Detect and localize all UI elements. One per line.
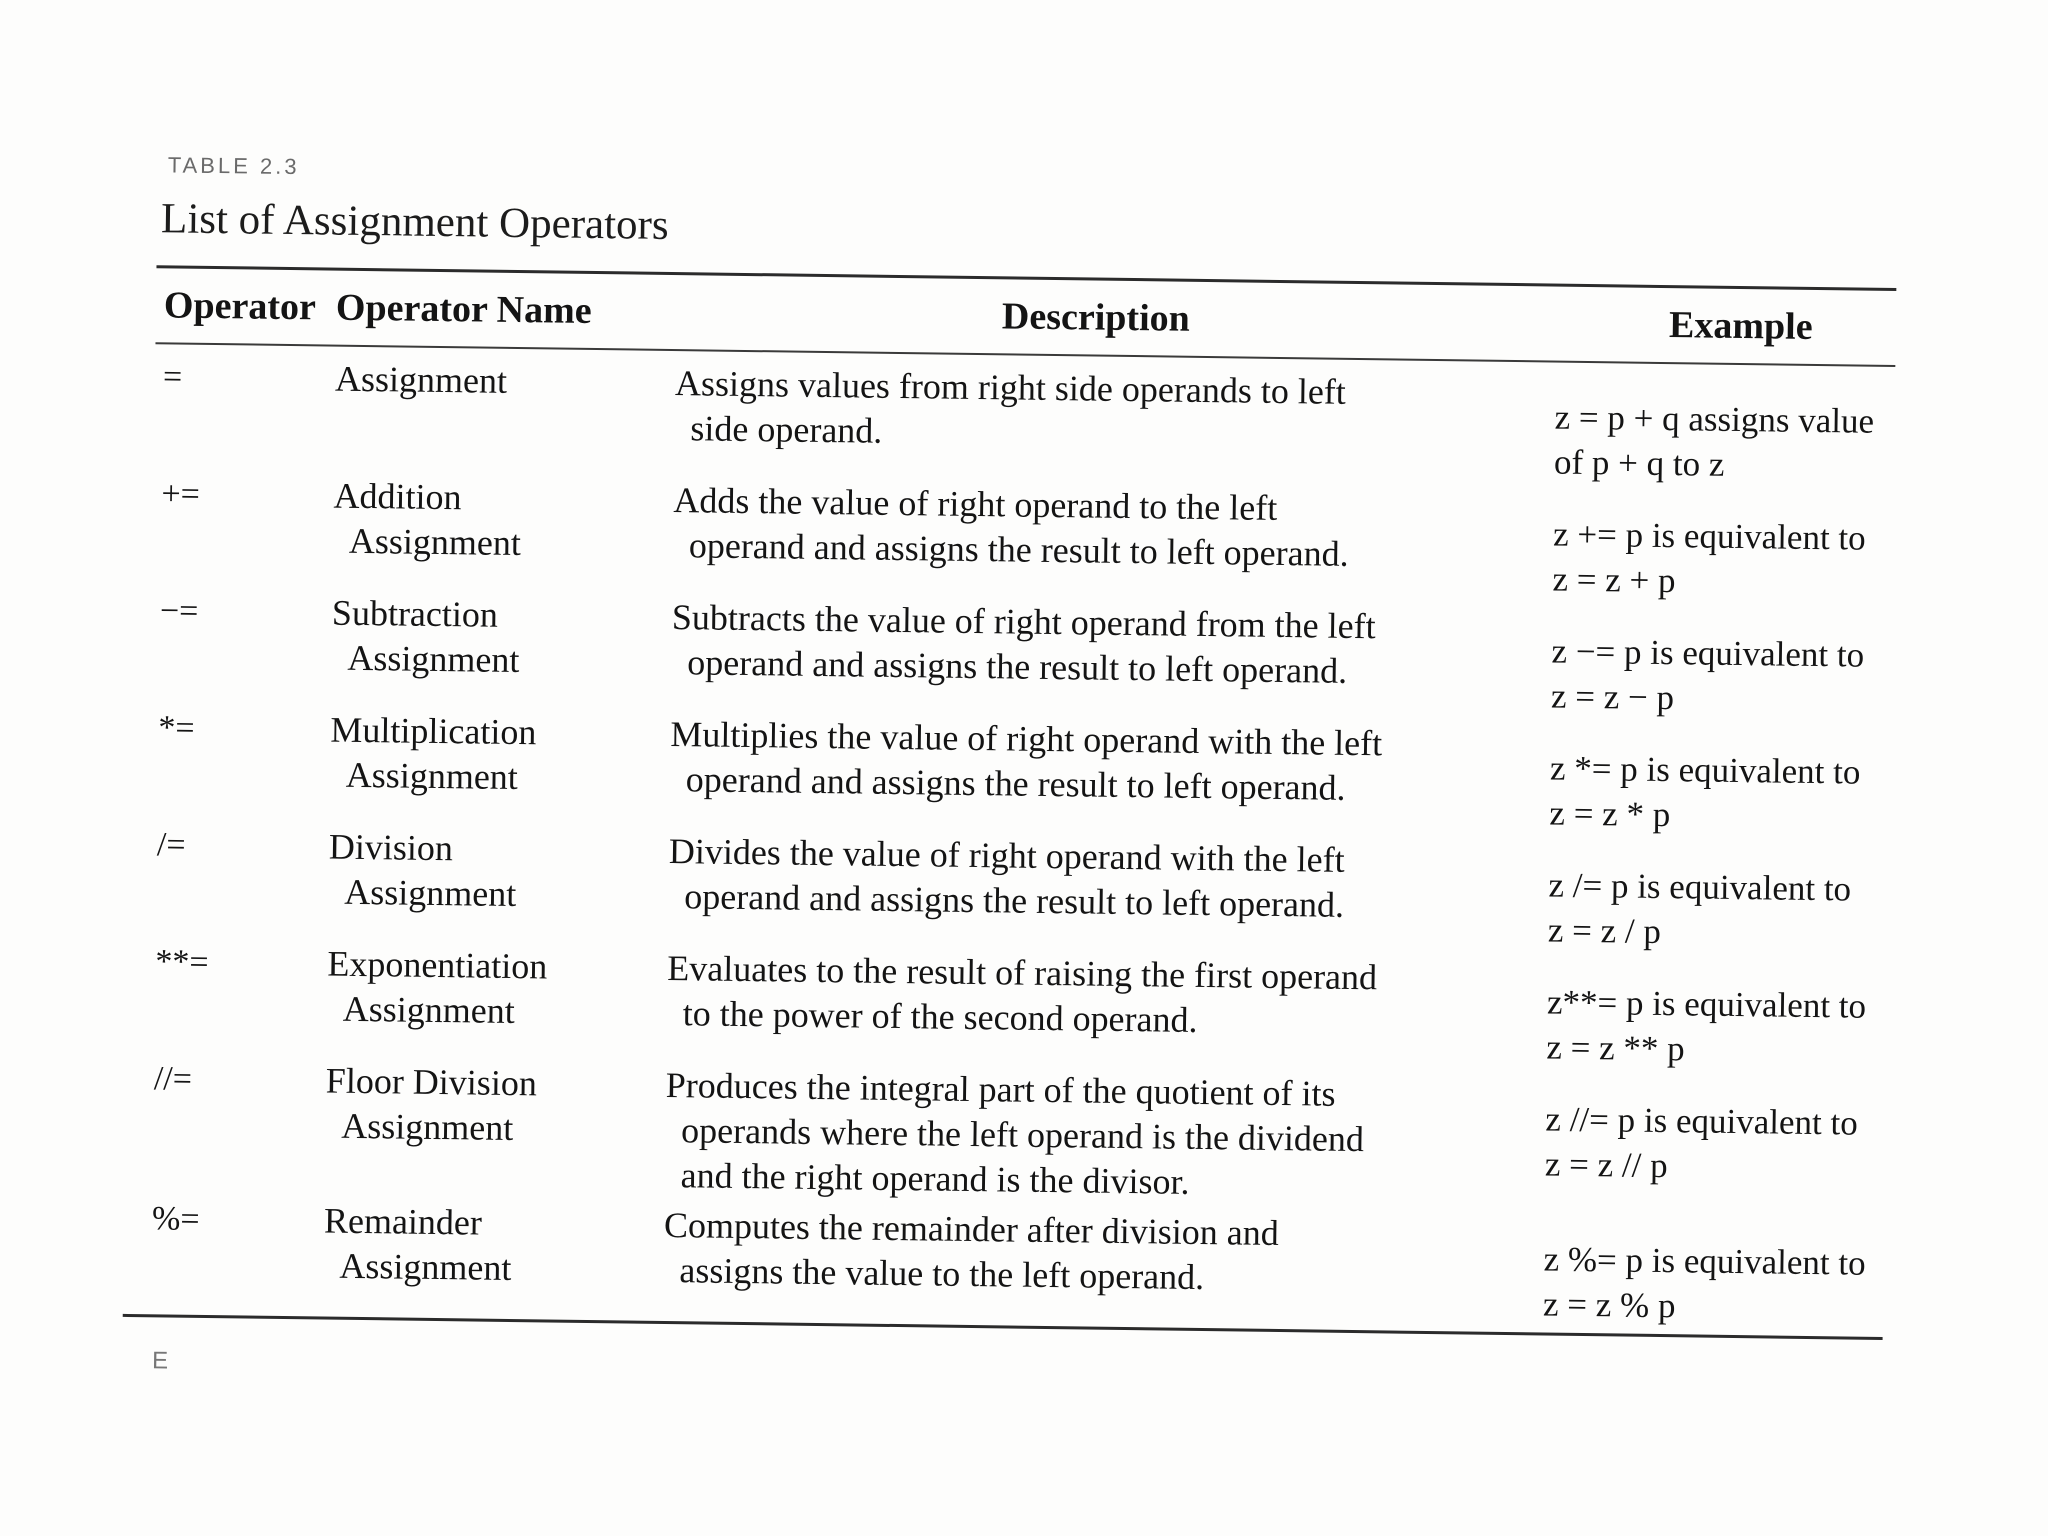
description-cell (643, 1203, 1504, 1304)
example-cell (1506, 957, 1917, 1074)
table-body (123, 344, 1925, 1331)
operator-name-line: Remainder (323, 1200, 483, 1243)
description-cell (650, 712, 1511, 813)
description-line: Computes the remainder after division and (663, 1204, 1280, 1254)
example-line: z = p + q assigns value (1554, 397, 1875, 441)
operator-cell: **= (155, 943, 209, 981)
operator-name-line: Assignment (347, 637, 520, 681)
description-cell (646, 946, 1507, 1047)
description-line: operand and assigns the result to left operand. (687, 642, 1348, 691)
description-line: operand and assigns the result to left operand. (688, 525, 1349, 574)
table-sheet (122, 150, 1928, 1400)
description-line: Subtracts the value of right operand from the left (671, 597, 1376, 647)
description-line: Produces the integral part of the quotient of its (665, 1064, 1336, 1114)
operator-cell: = (162, 358, 183, 396)
example-line: z = z // p (1544, 1144, 1668, 1186)
example-line: z += p is equivalent to (1552, 514, 1866, 558)
description-line: and the right operand is the divisor. (680, 1155, 1190, 1202)
footer-mark: E (151, 1347, 169, 1375)
operator-name-line: Addition (333, 475, 462, 518)
operator-name-line: Multiplication (330, 709, 537, 753)
operator-cell: −= (159, 592, 199, 630)
description-line: side operand. (690, 408, 883, 451)
operator-name-cell (326, 942, 647, 1036)
description-line: to the power of the second operand. (682, 993, 1198, 1040)
operator-name-line: Floor Division (325, 1060, 538, 1104)
example-cell (1505, 1074, 1916, 1191)
operator-name-cell (325, 1059, 646, 1153)
description-cell (644, 1063, 1506, 1209)
example-line: z = z + p (1552, 559, 1676, 601)
description-cell (654, 361, 1515, 462)
table-caption: List of Assignment Operators (160, 195, 669, 249)
operator-name-line: Assignment (345, 754, 519, 798)
operator-name-cell (335, 357, 656, 406)
example-line: z = z ** p (1546, 1027, 1685, 1069)
header-description: Description (1001, 295, 1191, 340)
operator-cell: //= (153, 1060, 193, 1098)
table-row (131, 588, 1922, 723)
example-line: z = z * p (1549, 793, 1671, 835)
operator-cell: *= (158, 709, 195, 747)
example-line: z %= p is equivalent to (1543, 1239, 1866, 1283)
header-example: Example (1668, 304, 1813, 348)
description-line: Adds the value of right operand to the left (673, 480, 1278, 528)
operator-name-line: Subtraction (331, 592, 499, 635)
example-cell (1509, 723, 1920, 840)
example-cell (1512, 489, 1923, 606)
operator-name-line: Assignment (348, 520, 522, 564)
example-cell (1511, 606, 1922, 723)
example-line: of p + q to z (1553, 442, 1725, 484)
example-line: z −= p is equivalent to (1551, 631, 1865, 675)
operator-name-line: Assignment (340, 1105, 514, 1148)
operator-name-cell (328, 825, 649, 919)
description-line: Multiplies the value of right operand with the left (670, 714, 1383, 764)
operator-name-cell (330, 708, 651, 802)
table-row (123, 1196, 1914, 1331)
description-line: operand and assigns the result to left operand. (684, 876, 1345, 925)
example-line: z /= p is equivalent to (1548, 865, 1852, 909)
example-line: z = z % p (1542, 1284, 1676, 1326)
description-cell (648, 829, 1509, 930)
header-operator: Operator (163, 284, 317, 329)
example-cell (1514, 372, 1925, 489)
example-line: z *= p is equivalent to (1549, 748, 1861, 792)
description-line: Divides the value of right operand with the left (668, 831, 1345, 880)
table-row (134, 354, 1925, 489)
description-line: Evaluates to the result of raising the first operand (667, 948, 1378, 998)
table-row (129, 705, 1920, 840)
example-line: z**= p is equivalent to (1546, 982, 1867, 1026)
operator-name-line: Assignment (342, 988, 516, 1032)
description-cell (653, 478, 1514, 579)
table-row (128, 822, 1919, 957)
operator-name-cell (323, 1199, 644, 1293)
example-line: z //= p is equivalent to (1545, 1099, 1858, 1143)
example-line: z = z / p (1547, 910, 1662, 952)
table-row (124, 1056, 1916, 1214)
description-line: operands where the left operand is the dividend (680, 1110, 1365, 1160)
operator-name-cell (333, 474, 654, 568)
description-cell (651, 595, 1512, 696)
operator-cell: += (161, 475, 201, 513)
operator-name-cell (331, 591, 652, 685)
example-cell (1508, 840, 1919, 957)
operator-name-line: Assignment (334, 358, 508, 401)
table-row (126, 939, 1917, 1074)
operator-cell: %= (151, 1200, 200, 1238)
description-line: Assigns values from right side operands to left (674, 363, 1347, 412)
operator-cell: /= (156, 826, 186, 864)
example-cell (1503, 1214, 1914, 1331)
operator-name-line: Assignment (339, 1245, 512, 1288)
table-row (132, 471, 1923, 606)
operator-name-line: Division (328, 826, 454, 869)
operator-name-line: Exponentiation (327, 943, 548, 987)
header-operator-name: Operator Name (335, 286, 592, 332)
example-line: z = z − p (1550, 676, 1675, 718)
operator-name-line: Assignment (344, 871, 517, 915)
description-line: operand and assigns the result to left operand. (685, 759, 1346, 808)
table-number: TABLE 2.3 (167, 152, 300, 180)
description-line: assigns the value to the left operand. (679, 1250, 1205, 1298)
